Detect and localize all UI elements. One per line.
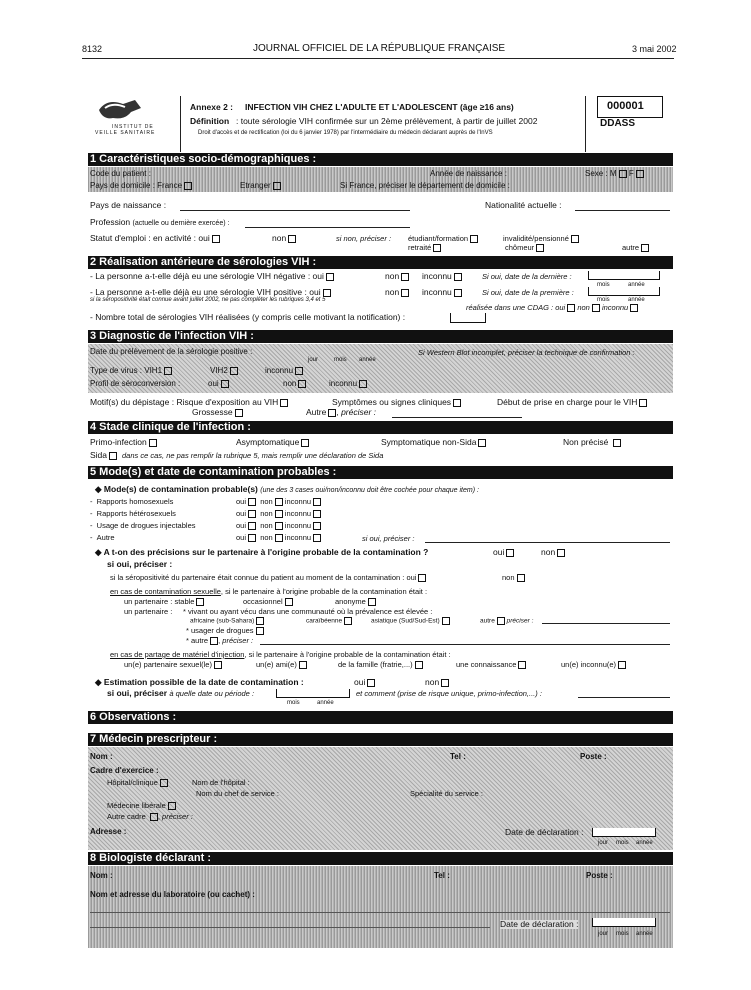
partenaire-oui[interactable]: oui	[493, 548, 514, 557]
si-france: Si France, préciser le département de domicile :	[340, 181, 510, 190]
mois-1: mois	[597, 282, 610, 288]
profession-label: Profession (actuelle ou dernière exercée) :	[90, 217, 230, 227]
famille[interactable]: de la famille (fratrie,...)	[338, 661, 423, 669]
journal-title: JOURNAL OFFICIEL DE LA RÉPUBLIQUE FRANÇAISE	[253, 43, 506, 54]
profil-oui[interactable]: oui	[208, 380, 229, 388]
chomeur[interactable]: chômeur	[505, 244, 544, 252]
stade-primo[interactable]: Primo-infection	[90, 438, 157, 447]
q1-non[interactable]: non	[385, 272, 409, 281]
usager-drogues[interactable]: * usager de drogues	[186, 627, 264, 635]
q1-inconnu[interactable]: inconnu	[422, 272, 462, 281]
motif-autre[interactable]: Autre , préciser :	[306, 407, 377, 417]
et-comment: et comment (prise de risque unique, primo-infection,...) :	[356, 689, 542, 698]
si-oui-derniere: Si oui, date de la dernière :	[482, 272, 572, 281]
sexe-label: Sexe : M F	[585, 170, 644, 178]
virus-inconnu[interactable]: inconnu	[265, 367, 303, 375]
seropos-non[interactable]: non	[502, 574, 525, 582]
partenaire-anonyme[interactable]: anonyme	[335, 598, 376, 606]
biologiste-poste: Poste :	[586, 871, 613, 880]
annee-naissance-label: Année de naissance :	[430, 169, 507, 178]
asiatique[interactable]: asiatique (Sud/Sud-Est)	[371, 617, 450, 625]
definition-text: : toute sérologie VIH confirmée sur un 2ème prélèvement, à partir de juillet 2002	[236, 116, 538, 126]
autre-emploi[interactable]: autre	[622, 244, 649, 252]
gray-zone-7	[88, 747, 673, 850]
mode-row-1: - Rapports homosexuels	[90, 497, 174, 506]
mode-row-3: - Usage de drogues injectables	[90, 521, 196, 530]
statut-non[interactable]: non	[272, 234, 296, 243]
nom-chef-service: Nom du chef de service :	[196, 789, 279, 798]
profil-inconnu[interactable]: inconnu	[329, 380, 367, 388]
section-1-header: 1 Caractéristiques socio-démographiques :	[88, 153, 673, 166]
etranger[interactable]: Etranger	[240, 182, 281, 190]
profil-non[interactable]: non	[283, 380, 306, 388]
nationalite-label: Nationalité actuelle :	[485, 200, 562, 210]
biologiste-date-declaration: Date de déclaration :	[500, 919, 579, 929]
western-blot: Si Western Blot incomplet, préciser la technique de confirmation :	[418, 348, 635, 357]
observations-area[interactable]	[88, 724, 673, 733]
mode-4-options[interactable]: oui non inconnu	[236, 534, 321, 542]
jour-7: jour	[598, 840, 609, 846]
q2-non[interactable]: non	[385, 288, 409, 297]
motif-debut[interactable]: Début de prise en charge pour le VIH	[497, 398, 647, 407]
header-date: 3 mai 2002	[632, 44, 677, 54]
autre-cadre[interactable]: Autre cadre , préciser :	[107, 812, 193, 821]
annee-1: année	[628, 282, 645, 288]
autre-partenaire[interactable]: * autre , préciser :	[186, 636, 254, 645]
date-derniere-box[interactable]	[588, 271, 660, 280]
section-6-header: 6 Observations :	[88, 711, 673, 724]
motif-grossesse[interactable]: Grossesse	[192, 408, 243, 417]
motif-symptomes[interactable]: Symptômes ou signes cliniques	[332, 398, 461, 407]
medecin-poste: Poste :	[580, 752, 607, 761]
partenaire-sexuel[interactable]: un(e) partenaire sexuel(le)	[124, 661, 222, 669]
annee-8: année	[636, 931, 653, 937]
partenaire-occasionnel[interactable]: occasionnel	[243, 598, 293, 606]
si-non-preciser: si non, préciser :	[336, 234, 392, 243]
biologiste-tel: Tel :	[434, 871, 450, 880]
jour-8: jour	[598, 931, 609, 937]
retraite[interactable]: retraité	[408, 244, 441, 252]
medecin-nom: Nom :	[90, 752, 113, 761]
communaute-autre[interactable]: autre préciser :	[480, 617, 534, 625]
nombre-box[interactable]	[450, 313, 486, 323]
jour-3: jour	[308, 357, 319, 363]
si-oui-premiere: Si oui, date de la première :	[482, 288, 574, 297]
section-8-header: 8 Biologiste déclarant :	[88, 852, 673, 865]
annexe-label: Annexe 2 :	[190, 102, 233, 112]
mode-2-options[interactable]: oui non inconnu	[236, 510, 321, 518]
stade-non-precise[interactable]: Non précisé	[563, 438, 621, 447]
annee-7: année	[636, 840, 653, 846]
annee-2: année	[628, 297, 645, 303]
nombre-serologies: - Nombre total de sérologies VIH réalisées (y compris celle motivant la notification) :	[90, 312, 406, 322]
mode-3-options[interactable]: oui non inconnu	[236, 522, 321, 530]
mode-autre-preciser: si oui, préciser :	[362, 534, 415, 543]
si-oui-date: si oui, préciser à quelle date ou période :	[107, 688, 255, 698]
stade-sympto[interactable]: Symptomatique non-Sida	[381, 438, 486, 447]
medecin-adresse: Adresse :	[90, 827, 127, 836]
code-patient-label: Code du patient :	[90, 169, 151, 178]
biologiste-nom: Nom :	[90, 871, 113, 880]
un-partenaire-label: un partenaire :	[124, 607, 173, 616]
cdag[interactable]: réalisée dans une CDAG : oui non inconnu	[466, 304, 638, 312]
ami[interactable]: un(e) ami(e)	[256, 661, 307, 669]
annexe-title: INFECTION VIH CHEZ L'ADULTE ET L'ADOLESCENT (âge ≥16 ans)	[245, 102, 514, 112]
page-number: 8132	[82, 44, 103, 54]
profil-seroconversion: Profil de séroconversion :	[90, 379, 181, 388]
section-7-header: 7 Médecin prescripteur :	[88, 733, 673, 746]
section-4-header: 4 Stade clinique de l'infection :	[88, 421, 673, 434]
hopital-clinique[interactable]: Hôpital/clinique	[107, 779, 168, 787]
invs-logo	[95, 98, 145, 122]
pays-domicile[interactable]: Pays de domicile : France	[90, 182, 192, 190]
estimation-non[interactable]: non	[425, 678, 449, 687]
cas-sexuel: en cas de contamination sexuelle, si le partenaire à l'origine probable de la contamination était :	[110, 587, 428, 596]
estimation-date: ◆ Estimation possible de la date de contamination :	[95, 677, 304, 687]
partenaire-stable[interactable]: un partenaire : stable	[124, 598, 204, 606]
mode-1-options[interactable]: oui non inconnu	[236, 498, 321, 506]
type-virus[interactable]: Type de virus : VIH1	[90, 367, 172, 375]
annee-3: année	[359, 357, 376, 363]
cas-materiel: en cas de partage de matériel d'injection, si le partenaire à l'origine probable de la contamination était :	[110, 650, 451, 659]
statut-emploi[interactable]: Statut d'emploi : en activité : oui	[90, 234, 220, 243]
nom-hopital: Nom de l'hôpital :	[192, 778, 250, 787]
stade-sida[interactable]: Sida	[90, 451, 117, 460]
modes-heading: ◆ Mode(s) de contamination probable(s) (une des 3 cases oui/non/inconnu doit être cochée pour chaque item) :	[95, 484, 479, 494]
date-premiere-box[interactable]	[588, 287, 660, 296]
mode-row-2: - Rapports hétérosexuels	[90, 509, 176, 518]
pays-naissance-label: Pays de naissance :	[90, 200, 167, 210]
mois-5: mois	[287, 700, 300, 706]
section-2-header: 2 Réalisation antérieure de sérologies VIH :	[88, 256, 673, 269]
estimation-oui[interactable]: oui	[354, 678, 375, 687]
sida-note: dans ce cas, ne pas remplir la rubrique 5, mais remplir une déclaration de Sida	[122, 451, 384, 460]
biologiste-date-box[interactable]	[592, 918, 656, 927]
medecin-date-declaration: Date de déclaration :	[505, 827, 584, 837]
section-3-header: 3 Diagnostic de l'infection VIH :	[88, 330, 673, 343]
q-serologie-negative[interactable]: - La personne a-t-elle déjà eu une sérologie VIH négative : oui	[90, 272, 334, 281]
date-prelevement: Date du prélèvement de la sérologie positive :	[90, 347, 253, 356]
partenaire-question: ◆ A t-on des précisions sur le partenaire à l'origine probable de la contamination ?	[95, 547, 429, 557]
africaine[interactable]: africaine (sub-Sahara)	[190, 617, 264, 625]
partenaire-non[interactable]: non	[541, 548, 565, 557]
q2-inconnu[interactable]: inconnu	[422, 288, 462, 297]
section-5-header: 5 Mode(s) et date de contamination probables :	[88, 466, 673, 479]
q-serologie-positive[interactable]: - La personne a-t-elle déjà eu une sérologie VIH positive : oui	[90, 288, 331, 297]
form-number: 000001	[607, 100, 644, 112]
inconnu-e[interactable]: un(e) inconnu(e)	[561, 661, 626, 669]
mode-row-4: - Autre	[90, 533, 115, 542]
mois-7: mois	[616, 840, 629, 846]
mois-3: mois	[334, 357, 347, 363]
stade-asympto[interactable]: Asymptomatique	[236, 438, 309, 447]
medecine-liberale[interactable]: Médecine libérale	[107, 802, 176, 810]
connaissance[interactable]: une connaissance	[456, 661, 526, 669]
medecin-date-box[interactable]	[592, 828, 656, 837]
note-seropositivite: si la séropositivité était connue avant juillet 2002, ne pas compléter les rubriques 3,4 et 5	[90, 297, 326, 303]
mois-2: mois	[597, 297, 610, 303]
seropos-partenaire[interactable]: si la séropositivité du partenaire était connue du patient au moment de la contamination : oui	[110, 574, 426, 582]
vih2[interactable]: VIH2	[210, 367, 238, 375]
rights-notice: Droit d'accès et de rectification (loi du 6 janvier 1978) par l'intermédiaire du médecin déclarant auprès de l'InVS	[198, 130, 493, 136]
specialite-service: Spécialité du service :	[410, 789, 483, 798]
annee-5: année	[317, 700, 334, 706]
motif-risque[interactable]: Motif(s) du dépistage : Risque d'exposition au VIH	[90, 398, 288, 407]
medecin-tel: Tel :	[450, 752, 466, 761]
date-contamination-box[interactable]	[276, 689, 350, 698]
mois-8: mois	[616, 931, 629, 937]
etudiant[interactable]: étudiant/formation	[408, 235, 478, 243]
si-oui-preciser: si oui, préciser :	[107, 559, 173, 569]
cadre-exercice: Cadre d'exercice :	[90, 766, 159, 775]
ddass-label: DDASS	[600, 118, 636, 129]
logo-line2: VEILLE SANITAIRE	[95, 130, 156, 136]
invalidite[interactable]: invalidité/pensionné	[503, 235, 579, 243]
vivant-communaute: * vivant ou ayant vécu dans une communauté où la prévalence est élevée :	[183, 607, 433, 616]
nom-adresse-labo: Nom et adresse du laboratoire (ou cachet) :	[90, 890, 255, 899]
definition-label: Définition	[190, 116, 230, 126]
caribeenne[interactable]: caraïbéenne	[306, 617, 352, 625]
logo-line1: INSTITUT DE	[112, 124, 154, 130]
